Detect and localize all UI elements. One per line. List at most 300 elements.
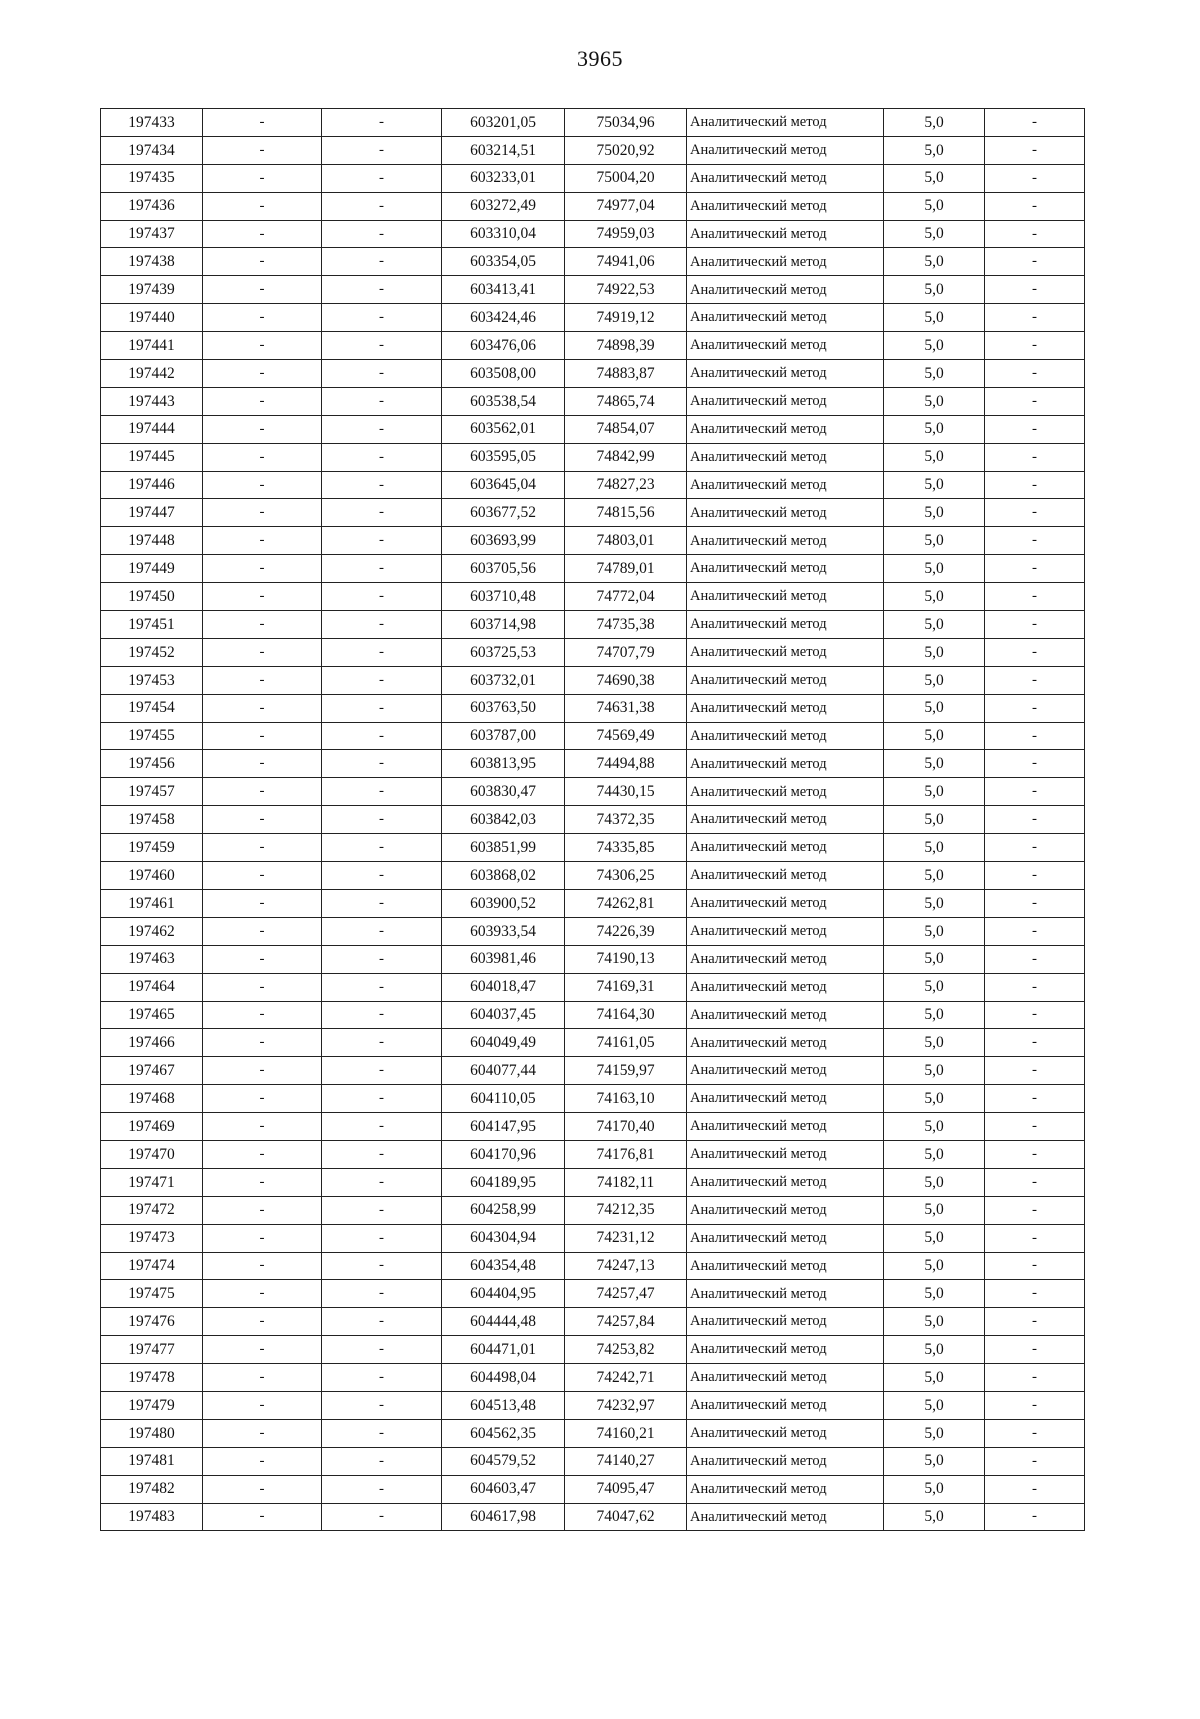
accuracy-cell: 5,0 (884, 945, 985, 973)
y-coordinate-cell: 74095,47 (565, 1475, 687, 1503)
empty-cell-a: - (203, 1168, 322, 1196)
accuracy-cell: 5,0 (884, 1391, 985, 1419)
table-row (101, 750, 1085, 778)
method-cell: Аналитический метод (687, 1391, 884, 1419)
point-number-cell: 197455 (101, 722, 203, 750)
empty-cell-a: - (203, 889, 322, 917)
empty-cell-b: - (322, 778, 442, 806)
y-coordinate-cell: 74262,81 (565, 889, 687, 917)
empty-cell-c: - (985, 1196, 1085, 1224)
method-cell: Аналитический метод (687, 248, 884, 276)
empty-cell-a: - (203, 1364, 322, 1392)
point-number-cell: 197437 (101, 220, 203, 248)
x-coordinate-cell: 603705,56 (442, 555, 565, 583)
empty-cell-b: - (322, 917, 442, 945)
empty-cell-c: - (985, 750, 1085, 778)
empty-cell-b: - (322, 834, 442, 862)
y-coordinate-cell: 74631,38 (565, 694, 687, 722)
point-number-cell: 197454 (101, 694, 203, 722)
empty-cell-c: - (985, 1252, 1085, 1280)
empty-cell-a: - (203, 1336, 322, 1364)
empty-cell-a: - (203, 1391, 322, 1419)
y-coordinate-cell: 74735,38 (565, 611, 687, 639)
table-row (101, 1308, 1085, 1336)
table-row (101, 276, 1085, 304)
x-coordinate-cell: 603233,01 (442, 164, 565, 192)
table-row (101, 443, 1085, 471)
empty-cell-b: - (322, 387, 442, 415)
table-row (101, 555, 1085, 583)
table-row (101, 1140, 1085, 1168)
empty-cell-c: - (985, 1140, 1085, 1168)
table-row (101, 527, 1085, 555)
y-coordinate-cell: 74335,85 (565, 834, 687, 862)
x-coordinate-cell: 603842,03 (442, 806, 565, 834)
empty-cell-b: - (322, 1391, 442, 1419)
x-coordinate-cell: 603732,01 (442, 666, 565, 694)
x-coordinate-cell: 604258,99 (442, 1196, 565, 1224)
x-coordinate-cell: 604049,49 (442, 1029, 565, 1057)
empty-cell-a: - (203, 750, 322, 778)
method-cell: Аналитический метод (687, 778, 884, 806)
empty-cell-a: - (203, 583, 322, 611)
point-number-cell: 197469 (101, 1113, 203, 1141)
accuracy-cell: 5,0 (884, 1113, 985, 1141)
point-number-cell: 197444 (101, 415, 203, 443)
empty-cell-b: - (322, 806, 442, 834)
y-coordinate-cell: 74226,39 (565, 917, 687, 945)
empty-cell-a: - (203, 443, 322, 471)
x-coordinate-cell: 603562,01 (442, 415, 565, 443)
empty-cell-a: - (203, 1085, 322, 1113)
y-coordinate-cell: 74176,81 (565, 1140, 687, 1168)
point-number-cell: 197465 (101, 1001, 203, 1029)
point-number-cell: 197433 (101, 109, 203, 137)
x-coordinate-cell: 603830,47 (442, 778, 565, 806)
empty-cell-b: - (322, 722, 442, 750)
method-cell: Аналитический метод (687, 611, 884, 639)
table-row (101, 945, 1085, 973)
x-coordinate-cell: 604018,47 (442, 973, 565, 1001)
point-number-cell: 197483 (101, 1503, 203, 1531)
y-coordinate-cell: 74977,04 (565, 192, 687, 220)
table-row (101, 387, 1085, 415)
empty-cell-a: - (203, 1447, 322, 1475)
table-row (101, 499, 1085, 527)
empty-cell-c: - (985, 555, 1085, 583)
empty-cell-c: - (985, 917, 1085, 945)
empty-cell-c: - (985, 387, 1085, 415)
table-row (101, 611, 1085, 639)
point-number-cell: 197481 (101, 1447, 203, 1475)
table-row (101, 1001, 1085, 1029)
y-coordinate-cell: 74772,04 (565, 583, 687, 611)
x-coordinate-cell: 604562,35 (442, 1419, 565, 1447)
table-row (101, 1280, 1085, 1308)
x-coordinate-cell: 604170,96 (442, 1140, 565, 1168)
accuracy-cell: 5,0 (884, 1085, 985, 1113)
accuracy-cell: 5,0 (884, 834, 985, 862)
empty-cell-c: - (985, 527, 1085, 555)
point-number-cell: 197462 (101, 917, 203, 945)
x-coordinate-cell: 604404,95 (442, 1280, 565, 1308)
method-cell: Аналитический метод (687, 304, 884, 332)
point-number-cell: 197446 (101, 471, 203, 499)
empty-cell-b: - (322, 332, 442, 360)
empty-cell-c: - (985, 1224, 1085, 1252)
empty-cell-b: - (322, 1113, 442, 1141)
empty-cell-a: - (203, 1057, 322, 1085)
table-row (101, 1113, 1085, 1141)
empty-cell-b: - (322, 1252, 442, 1280)
point-number-cell: 197434 (101, 136, 203, 164)
empty-cell-a: - (203, 1308, 322, 1336)
method-cell: Аналитический метод (687, 499, 884, 527)
method-cell: Аналитический метод (687, 387, 884, 415)
y-coordinate-cell: 74690,38 (565, 666, 687, 694)
accuracy-cell: 5,0 (884, 889, 985, 917)
point-number-cell: 197447 (101, 499, 203, 527)
point-number-cell: 197438 (101, 248, 203, 276)
x-coordinate-cell: 603813,95 (442, 750, 565, 778)
empty-cell-c: - (985, 1503, 1085, 1531)
y-coordinate-cell: 74242,71 (565, 1364, 687, 1392)
y-coordinate-cell: 74232,97 (565, 1391, 687, 1419)
table-row (101, 1447, 1085, 1475)
x-coordinate-cell: 604579,52 (442, 1447, 565, 1475)
method-cell: Аналитический метод (687, 889, 884, 917)
table-row (101, 973, 1085, 1001)
point-number-cell: 197449 (101, 555, 203, 583)
empty-cell-c: - (985, 1308, 1085, 1336)
point-number-cell: 197470 (101, 1140, 203, 1168)
empty-cell-c: - (985, 164, 1085, 192)
empty-cell-c: - (985, 248, 1085, 276)
empty-cell-b: - (322, 1447, 442, 1475)
empty-cell-b: - (322, 1196, 442, 1224)
method-cell: Аналитический метод (687, 360, 884, 388)
accuracy-cell: 5,0 (884, 304, 985, 332)
point-number-cell: 197457 (101, 778, 203, 806)
y-coordinate-cell: 74164,30 (565, 1001, 687, 1029)
empty-cell-b: - (322, 555, 442, 583)
table-row (101, 1057, 1085, 1085)
y-coordinate-cell: 74169,31 (565, 973, 687, 1001)
empty-cell-b: - (322, 220, 442, 248)
method-cell: Аналитический метод (687, 1503, 884, 1531)
accuracy-cell: 5,0 (884, 248, 985, 276)
empty-cell-a: - (203, 555, 322, 583)
accuracy-cell: 5,0 (884, 638, 985, 666)
accuracy-cell: 5,0 (884, 136, 985, 164)
x-coordinate-cell: 604037,45 (442, 1001, 565, 1029)
y-coordinate-cell: 74865,74 (565, 387, 687, 415)
x-coordinate-cell: 604513,48 (442, 1391, 565, 1419)
method-cell: Аналитический метод (687, 1475, 884, 1503)
x-coordinate-cell: 603868,02 (442, 862, 565, 890)
y-coordinate-cell: 75004,20 (565, 164, 687, 192)
table-row (101, 638, 1085, 666)
coordinates-table (100, 108, 1085, 1531)
point-number-cell: 197442 (101, 360, 203, 388)
accuracy-cell: 5,0 (884, 1252, 985, 1280)
method-cell: Аналитический метод (687, 694, 884, 722)
x-coordinate-cell: 603677,52 (442, 499, 565, 527)
empty-cell-c: - (985, 109, 1085, 137)
accuracy-cell: 5,0 (884, 806, 985, 834)
point-number-cell: 197466 (101, 1029, 203, 1057)
x-coordinate-cell: 603272,49 (442, 192, 565, 220)
table-row (101, 471, 1085, 499)
x-coordinate-cell: 603214,51 (442, 136, 565, 164)
point-number-cell: 197461 (101, 889, 203, 917)
x-coordinate-cell: 604354,48 (442, 1252, 565, 1280)
method-cell: Аналитический метод (687, 1280, 884, 1308)
table-row (101, 415, 1085, 443)
empty-cell-b: - (322, 1419, 442, 1447)
accuracy-cell: 5,0 (884, 1140, 985, 1168)
method-cell: Аналитический метод (687, 1196, 884, 1224)
method-cell: Аналитический метод (687, 136, 884, 164)
empty-cell-a: - (203, 1113, 322, 1141)
method-cell: Аналитический метод (687, 862, 884, 890)
method-cell: Аналитический метод (687, 945, 884, 973)
point-number-cell: 197474 (101, 1252, 203, 1280)
empty-cell-c: - (985, 1113, 1085, 1141)
empty-cell-b: - (322, 611, 442, 639)
method-cell: Аналитический метод (687, 332, 884, 360)
point-number-cell: 197445 (101, 443, 203, 471)
empty-cell-b: - (322, 1308, 442, 1336)
accuracy-cell: 5,0 (884, 1001, 985, 1029)
y-coordinate-cell: 75020,92 (565, 136, 687, 164)
method-cell: Аналитический метод (687, 750, 884, 778)
method-cell: Аналитический метод (687, 443, 884, 471)
accuracy-cell: 5,0 (884, 471, 985, 499)
accuracy-cell: 5,0 (884, 694, 985, 722)
empty-cell-a: - (203, 1252, 322, 1280)
table-row (101, 694, 1085, 722)
accuracy-cell: 5,0 (884, 666, 985, 694)
empty-cell-b: - (322, 276, 442, 304)
method-cell: Аналитический метод (687, 555, 884, 583)
empty-cell-b: - (322, 1280, 442, 1308)
empty-cell-b: - (322, 471, 442, 499)
table-row (101, 1364, 1085, 1392)
accuracy-cell: 5,0 (884, 109, 985, 137)
empty-cell-b: - (322, 889, 442, 917)
method-cell: Аналитический метод (687, 276, 884, 304)
accuracy-cell: 5,0 (884, 1224, 985, 1252)
empty-cell-c: - (985, 1085, 1085, 1113)
y-coordinate-cell: 74789,01 (565, 555, 687, 583)
y-coordinate-cell: 74161,05 (565, 1029, 687, 1057)
empty-cell-c: - (985, 1057, 1085, 1085)
x-coordinate-cell: 604147,95 (442, 1113, 565, 1141)
empty-cell-c: - (985, 694, 1085, 722)
empty-cell-b: - (322, 527, 442, 555)
table-row (101, 862, 1085, 890)
method-cell: Аналитический метод (687, 1113, 884, 1141)
method-cell: Аналитический метод (687, 1252, 884, 1280)
empty-cell-c: - (985, 862, 1085, 890)
x-coordinate-cell: 603508,00 (442, 360, 565, 388)
accuracy-cell: 5,0 (884, 499, 985, 527)
empty-cell-b: - (322, 1168, 442, 1196)
empty-cell-b: - (322, 1140, 442, 1168)
point-number-cell: 197479 (101, 1391, 203, 1419)
y-coordinate-cell: 74306,25 (565, 862, 687, 890)
x-coordinate-cell: 603424,46 (442, 304, 565, 332)
empty-cell-a: - (203, 220, 322, 248)
y-coordinate-cell: 74827,23 (565, 471, 687, 499)
method-cell: Аналитический метод (687, 109, 884, 137)
table-row (101, 109, 1085, 137)
table-row (101, 834, 1085, 862)
empty-cell-b: - (322, 945, 442, 973)
y-coordinate-cell: 75034,96 (565, 109, 687, 137)
method-cell: Аналитический метод (687, 1085, 884, 1113)
point-number-cell: 197480 (101, 1419, 203, 1447)
y-coordinate-cell: 74898,39 (565, 332, 687, 360)
point-number-cell: 197475 (101, 1280, 203, 1308)
empty-cell-b: - (322, 1029, 442, 1057)
x-coordinate-cell: 603201,05 (442, 109, 565, 137)
table-row (101, 666, 1085, 694)
method-cell: Аналитический метод (687, 1029, 884, 1057)
table-row (101, 583, 1085, 611)
point-number-cell: 197441 (101, 332, 203, 360)
table-row (101, 917, 1085, 945)
method-cell: Аналитический метод (687, 1001, 884, 1029)
empty-cell-c: - (985, 415, 1085, 443)
x-coordinate-cell: 603595,05 (442, 443, 565, 471)
point-number-cell: 197436 (101, 192, 203, 220)
accuracy-cell: 5,0 (884, 360, 985, 388)
empty-cell-a: - (203, 1196, 322, 1224)
x-coordinate-cell: 603645,04 (442, 471, 565, 499)
accuracy-cell: 5,0 (884, 220, 985, 248)
empty-cell-b: - (322, 1503, 442, 1531)
empty-cell-a: - (203, 1029, 322, 1057)
method-cell: Аналитический метод (687, 164, 884, 192)
empty-cell-c: - (985, 666, 1085, 694)
table-row (101, 722, 1085, 750)
point-number-cell: 197456 (101, 750, 203, 778)
empty-cell-b: - (322, 1085, 442, 1113)
y-coordinate-cell: 74190,13 (565, 945, 687, 973)
empty-cell-a: - (203, 1140, 322, 1168)
empty-cell-a: - (203, 1475, 322, 1503)
empty-cell-c: - (985, 1001, 1085, 1029)
point-number-cell: 197448 (101, 527, 203, 555)
empty-cell-a: - (203, 1503, 322, 1531)
table-row (101, 778, 1085, 806)
accuracy-cell: 5,0 (884, 1503, 985, 1531)
empty-cell-c: - (985, 945, 1085, 973)
empty-cell-a: - (203, 248, 322, 276)
accuracy-cell: 5,0 (884, 1364, 985, 1392)
empty-cell-b: - (322, 248, 442, 276)
empty-cell-a: - (203, 332, 322, 360)
point-number-cell: 197443 (101, 387, 203, 415)
x-coordinate-cell: 603933,54 (442, 917, 565, 945)
empty-cell-b: - (322, 304, 442, 332)
accuracy-cell: 5,0 (884, 527, 985, 555)
point-number-cell: 197435 (101, 164, 203, 192)
method-cell: Аналитический метод (687, 1140, 884, 1168)
method-cell: Аналитический метод (687, 638, 884, 666)
accuracy-cell: 5,0 (884, 164, 985, 192)
point-number-cell: 197459 (101, 834, 203, 862)
x-coordinate-cell: 603354,05 (442, 248, 565, 276)
accuracy-cell: 5,0 (884, 917, 985, 945)
accuracy-cell: 5,0 (884, 583, 985, 611)
point-number-cell: 197458 (101, 806, 203, 834)
empty-cell-a: - (203, 192, 322, 220)
empty-cell-b: - (322, 666, 442, 694)
y-coordinate-cell: 74803,01 (565, 527, 687, 555)
method-cell: Аналитический метод (687, 1168, 884, 1196)
accuracy-cell: 5,0 (884, 555, 985, 583)
x-coordinate-cell: 603725,53 (442, 638, 565, 666)
accuracy-cell: 5,0 (884, 1029, 985, 1057)
method-cell: Аналитический метод (687, 1224, 884, 1252)
table-row (101, 1252, 1085, 1280)
empty-cell-a: - (203, 360, 322, 388)
accuracy-cell: 5,0 (884, 750, 985, 778)
y-coordinate-cell: 74922,53 (565, 276, 687, 304)
x-coordinate-cell: 603710,48 (442, 583, 565, 611)
empty-cell-a: - (203, 666, 322, 694)
empty-cell-b: - (322, 415, 442, 443)
table-row (101, 1168, 1085, 1196)
empty-cell-b: - (322, 1475, 442, 1503)
empty-cell-a: - (203, 722, 322, 750)
method-cell: Аналитический метод (687, 527, 884, 555)
empty-cell-c: - (985, 471, 1085, 499)
accuracy-cell: 5,0 (884, 862, 985, 890)
accuracy-cell: 5,0 (884, 192, 985, 220)
accuracy-cell: 5,0 (884, 722, 985, 750)
x-coordinate-cell: 604189,95 (442, 1168, 565, 1196)
empty-cell-c: - (985, 973, 1085, 1001)
y-coordinate-cell: 74163,10 (565, 1085, 687, 1113)
table-row (101, 1336, 1085, 1364)
empty-cell-a: - (203, 638, 322, 666)
empty-cell-a: - (203, 917, 322, 945)
empty-cell-b: - (322, 360, 442, 388)
point-number-cell: 197450 (101, 583, 203, 611)
point-number-cell: 197467 (101, 1057, 203, 1085)
empty-cell-c: - (985, 443, 1085, 471)
empty-cell-a: - (203, 1001, 322, 1029)
y-coordinate-cell: 74430,15 (565, 778, 687, 806)
y-coordinate-cell: 74919,12 (565, 304, 687, 332)
table-row (101, 1029, 1085, 1057)
empty-cell-a: - (203, 694, 322, 722)
empty-cell-a: - (203, 834, 322, 862)
method-cell: Аналитический метод (687, 1308, 884, 1336)
table-row (101, 220, 1085, 248)
empty-cell-b: - (322, 1224, 442, 1252)
method-cell: Аналитический метод (687, 1419, 884, 1447)
empty-cell-a: - (203, 806, 322, 834)
table-row (101, 1391, 1085, 1419)
empty-cell-c: - (985, 192, 1085, 220)
empty-cell-a: - (203, 1419, 322, 1447)
y-coordinate-cell: 74569,49 (565, 722, 687, 750)
